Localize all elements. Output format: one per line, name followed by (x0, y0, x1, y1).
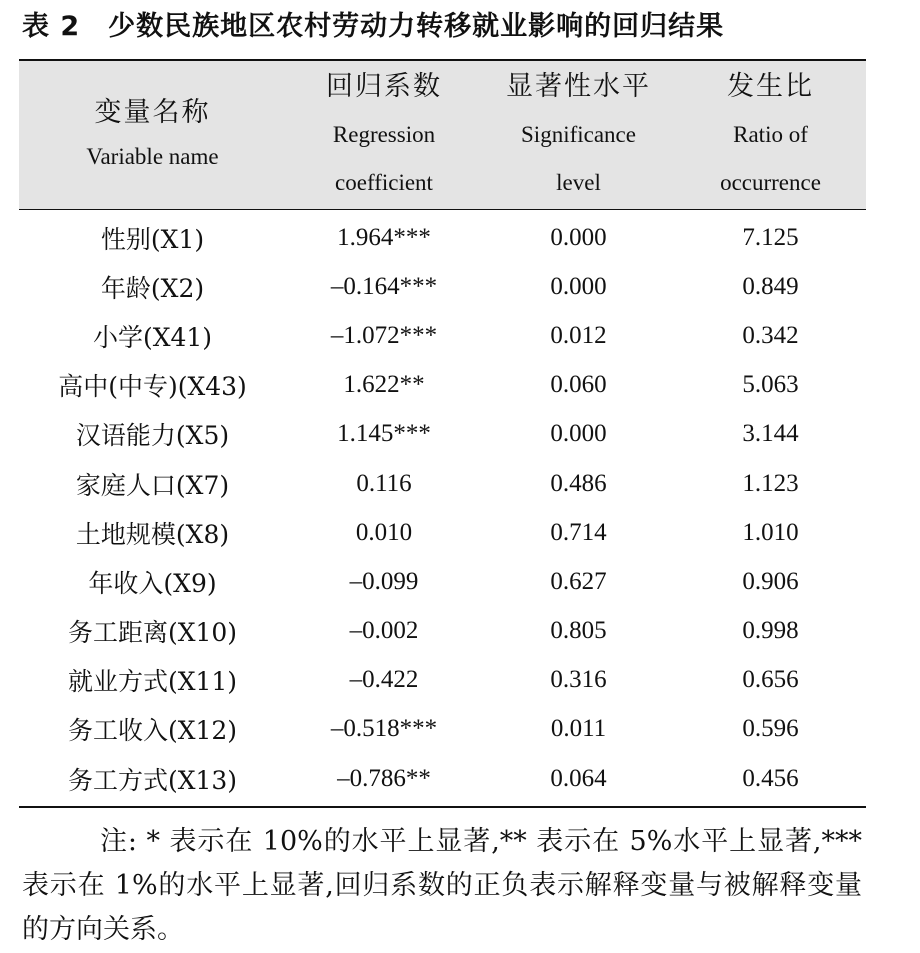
header-regression-coefficient (286, 61, 482, 209)
significance-cell: 0.060 (550, 371, 607, 399)
header-en: Regression (332, 122, 436, 147)
ratio-cell: 5.063 (742, 371, 799, 399)
table-title: 表 2 少数民族地区农村劳动力转移就业影响的回归结果 (22, 11, 725, 42)
header-zh: 回归系数 (326, 71, 442, 102)
header-zh: 发生比 (727, 71, 814, 102)
ratio-cell: 0.998 (742, 617, 799, 645)
table-row (19, 705, 866, 754)
coefficient-cell: 1.145*** (337, 420, 431, 448)
table-bottom-rule (19, 806, 866, 808)
variable-cell: 高中(中专)(X43) (58, 372, 247, 402)
header-en: level (556, 170, 601, 195)
significance-cell: 0.000 (550, 420, 607, 448)
header-en: Variable name (86, 144, 219, 169)
header-en: occurrence (720, 170, 821, 195)
table-row (19, 459, 866, 508)
ratio-cell: 7.125 (742, 223, 799, 251)
variable-cell: 家庭人口(X7) (75, 470, 230, 500)
ratio-cell: 3.144 (742, 420, 799, 448)
coefficient-cell: 0.010 (355, 518, 413, 546)
significance-cell: 0.316 (550, 666, 607, 694)
header-en: Ratio of (733, 122, 808, 147)
coefficient-cell: 0.116 (356, 469, 412, 497)
significance-cell: 0.012 (550, 321, 607, 349)
ratio-cell: 0.849 (742, 272, 799, 300)
variable-cell: 务工收入(X12) (67, 716, 238, 746)
ratio-cell: 0.906 (742, 567, 799, 595)
table-row (19, 656, 866, 705)
ratio-cell: 1.123 (742, 469, 799, 497)
coefficient-cell: –0.002 (349, 617, 419, 645)
significance-cell: 0.000 (550, 272, 607, 300)
variable-cell: 性别(X1) (100, 224, 205, 254)
header-variable-name (19, 61, 286, 209)
coefficient-cell: –0.099 (349, 567, 419, 595)
coefficient-cell: 1.622** (343, 371, 425, 399)
coefficient-cell: –0.518*** (330, 715, 438, 743)
ratio-cell: 0.342 (742, 321, 799, 349)
header-zh: 显著性水平 (506, 71, 651, 102)
ratio-cell: 0.656 (742, 666, 799, 694)
table-row (19, 508, 866, 557)
variable-cell: 汉语能力(X5) (75, 421, 230, 451)
coefficient-cell: –1.072*** (330, 321, 438, 349)
variable-cell: 年收入(X9) (88, 568, 217, 598)
table-row (19, 754, 866, 803)
variable-cell: 土地规模(X8) (75, 519, 230, 549)
significance-cell: 0.486 (550, 469, 607, 497)
variable-cell: 务工距离(X10) (67, 618, 238, 648)
table-row (19, 262, 866, 311)
table-row (19, 410, 866, 459)
coefficient-cell: 1.964*** (337, 223, 431, 251)
header-zh: 变量名称 (94, 97, 211, 128)
significance-cell: 0.000 (550, 223, 607, 251)
significance-cell: 0.011 (550, 715, 607, 743)
table-row (19, 311, 866, 360)
ratio-cell: 0.596 (742, 715, 799, 743)
coefficient-cell: –0.422 (349, 666, 419, 694)
variable-cell: 务工方式(X13) (67, 765, 238, 795)
regression-table (19, 59, 866, 808)
header-significance-level (482, 61, 675, 209)
coefficient-cell: –0.164*** (330, 272, 438, 300)
ratio-cell: 0.456 (742, 764, 799, 792)
table-header-rule (19, 209, 866, 210)
table-row (19, 557, 866, 606)
table-row (19, 361, 866, 410)
table-row (19, 213, 866, 262)
header-en: coefficient (335, 170, 433, 195)
header-ratio-of-occurrence (675, 61, 866, 209)
table-row (19, 607, 866, 656)
significance-cell: 0.064 (550, 764, 607, 792)
significance-cell: 0.805 (550, 617, 607, 645)
significance-cell: 0.714 (550, 518, 607, 546)
coefficient-cell: –0.786** (337, 764, 431, 792)
header-en: Significance (521, 122, 636, 147)
table-header (19, 61, 866, 209)
significance-cell: 0.627 (550, 567, 607, 595)
table-body (19, 213, 866, 806)
table-note: 注: * 表示在 10%的水平上显著,** 表示在 5%水平上显著,*** 表示在 1%的水平上显著,回归系数的正负表示解释变量与被解释变量的方向关系。 (22, 826, 862, 945)
ratio-cell: 1.010 (742, 518, 799, 546)
variable-cell: 小学(X41) (92, 322, 213, 352)
variable-cell: 年龄(X2) (100, 273, 205, 303)
variable-cell: 就业方式(X11) (67, 667, 238, 697)
